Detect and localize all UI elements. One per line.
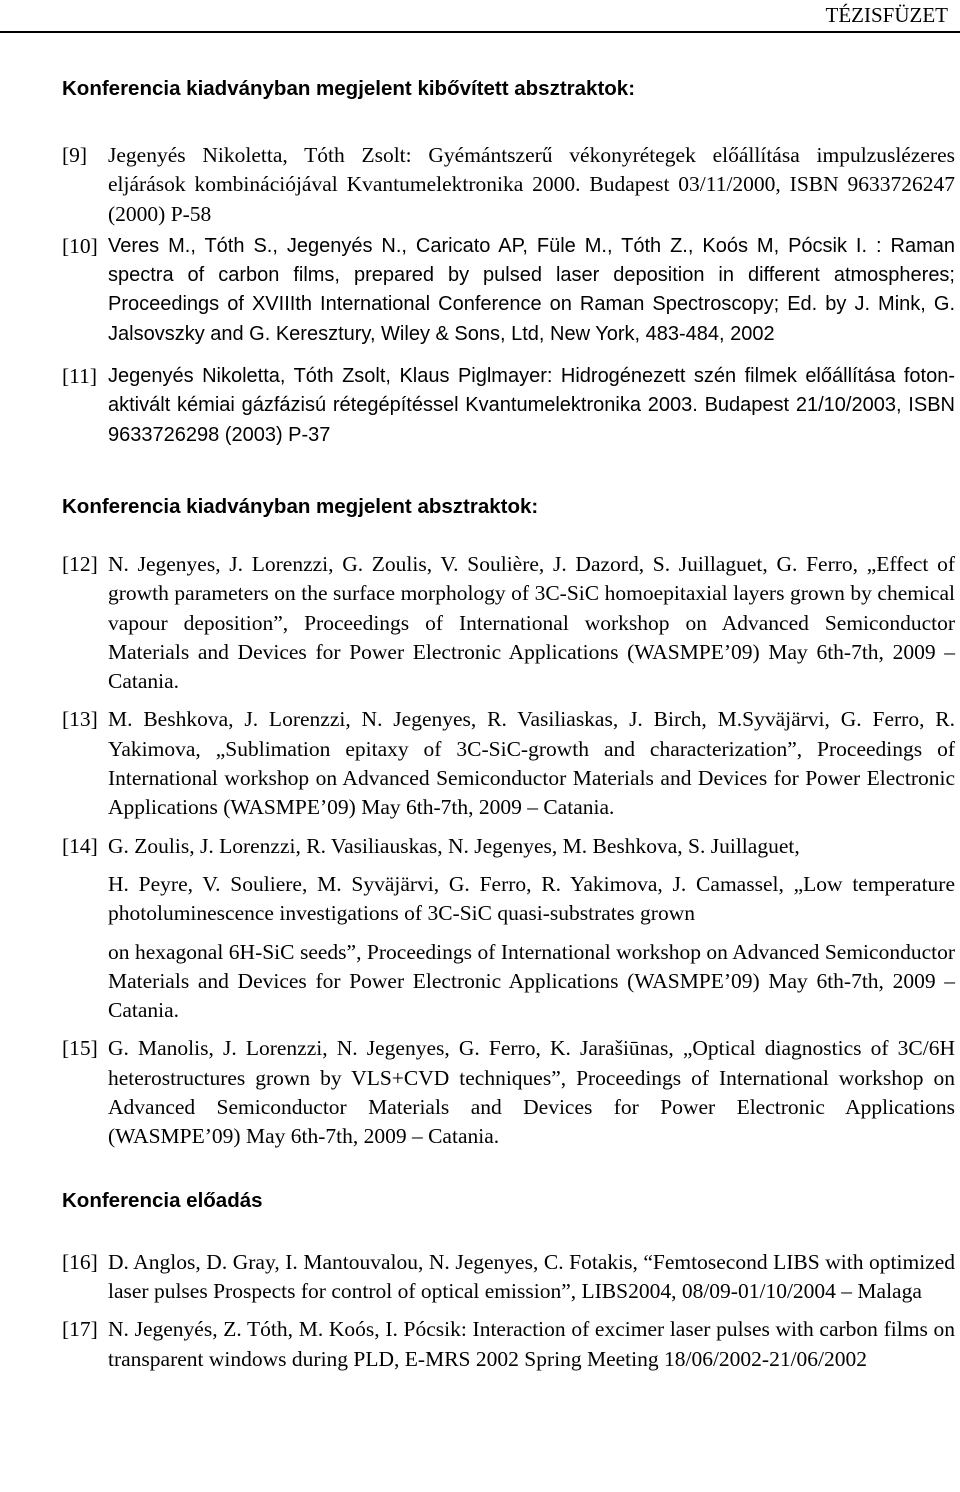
reference-text: D. Anglos, D. Gray, I. Mantouvalou, N. Jegenyes, C. Fotakis, “Femtosecond LIBS with optimized laser pulses Prospects for control of optical emission”, LIBS2004, 08/09-01/10/2004 – Malaga bbox=[108, 1249, 955, 1303]
reference-item bbox=[62, 550, 955, 696]
reference-item bbox=[62, 705, 955, 822]
reference-item bbox=[62, 141, 955, 229]
reference-text: M. Beshkova, J. Lorenzzi, N. Jegenyes, R. Vasiliaskas, J. Birch, M.Syväjärvi, G. Ferro, R. Yakimova, „Sublimation epitaxy of 3C-SiC-growth and characterization”, Proceedings of International workshop on Advanced Semiconductor Materials and Devices for Power Electronic Applications (WASMPE’09) May 6th-7th, 2009 – Catania. bbox=[108, 707, 955, 820]
reference-text: N. Jegenyes, J. Lorenzzi, G. Zoulis, V. Soulière, J. Dazord, S. Juillaguet, G. Ferro, „Effect of growth parameters on the surface morphology of 3C-SiC homoepitaxial layers grown by chemical vapour deposition”, Proceedings of International workshop on Advanced Semiconductor Materials and Devices for Power Electronic Applications (WASMPE’09) May 6th-7th, 2009 – Catania. bbox=[108, 551, 955, 694]
reference-text: Jegenyés Nikoletta, Tóth Zsolt: Gyémántszerű vékonyrétegek előállítása impulzuslézeres eljárások kombinációjával Kvantumelektronika 2000. Budapest 03/11/2000, ISBN 9633726247 (2000) P-58 bbox=[108, 143, 955, 226]
reference-number: [12] bbox=[62, 551, 98, 576]
reference-item bbox=[62, 1248, 955, 1307]
section-heading-talks: Konferencia előadás bbox=[62, 1188, 263, 1212]
document-body bbox=[62, 74, 955, 1374]
section-heading-extended-abstracts: Konferencia kiadványban megjelent kibővített absztraktok: bbox=[62, 77, 636, 100]
reference-item bbox=[62, 1315, 955, 1374]
reference-item bbox=[62, 832, 955, 1026]
section-heading-abstracts: Konferencia kiadványban megjelent absztraktok: bbox=[62, 494, 539, 518]
reference-number: [11] bbox=[62, 364, 98, 389]
reference-item bbox=[62, 362, 955, 450]
reference-text: G. Manolis, J. Lorenzzi, N. Jegenyes, G. Ferro, K. Jarašiūnas, „Optical diagnostics of 3C/6H heterostructures grown by VLS+CVD techniques”, Proceedings of International workshop on Advanced Semiconductor Materials and Devices for Power Electronic Applications (WASMPE’09) May 6th-7th, 2009 – Catania. bbox=[108, 1036, 955, 1149]
reference-number: [10] bbox=[62, 233, 98, 258]
reference-text-continued: H. Peyre, V. Souliere, M. Syväjärvi, G. Ferro, R. Yakimova, J. Camassel, „Low temperature photoluminescence investigations of 3C-SiC quasi-substrates grown bbox=[108, 871, 955, 926]
page-header-title: TÉZISFÜZET bbox=[825, 3, 948, 27]
header-divider bbox=[0, 31, 960, 33]
reference-number: [13] bbox=[62, 707, 98, 732]
reference-text: N. Jegenyés, Z. Tóth, M. Koós, I. Pócsik: Interaction of excimer laser pulses with carbon films on transparent windows during PLD, E-MRS 2002 Spring Meeting 18/06/2002-21/06/2002 bbox=[108, 1317, 955, 1371]
reference-number: [17] bbox=[62, 1317, 98, 1342]
reference-item bbox=[62, 232, 955, 349]
reference-item bbox=[62, 1034, 955, 1151]
reference-text: G. Zoulis, J. Lorenzzi, R. Vasiliauskas, N. Jegenyes, M. Beshkova, S. Juillaguet, bbox=[108, 833, 800, 858]
reference-number: [9] bbox=[62, 143, 88, 167]
reference-text: Veres M., Tóth S., Jegenyés N., Caricato AP, Füle M., Tóth Z., Koós M, Pócsik I. : Raman spectra of carbon films, prepared by pulsed laser deposition in different atmospheres; Proceedings of XVIIIth International Conference on Raman Spectroscopy; Ed. by J. Mink, G. Jalsovszky and G. Keresztury, Wiley & Sons, Ltd, New York, 483-484, 2002 bbox=[108, 234, 955, 345]
reference-text-continued: on hexagonal 6H-SiC seeds”, Proceedings of International workshop on Advanced Semiconductor Materials and Devices for Power Electronic Applications (WASMPE’09) May 6th-7th, 2009 – Catania. bbox=[108, 939, 955, 1023]
reference-text: Jegenyés Nikoletta, Tóth Zsolt, Klaus Piglmayer: Hidrogénezett szén filmek előállítása foton-aktivált kémiai gázfázisú rétegépítéssel Kvantumelektronika 2003. Budapest 21/10/2003, ISBN 9633726298 (2003) P-37 bbox=[108, 365, 955, 446]
reference-number: [16] bbox=[62, 1249, 98, 1274]
reference-number: [14] bbox=[62, 833, 98, 858]
reference-number: [15] bbox=[62, 1036, 98, 1061]
